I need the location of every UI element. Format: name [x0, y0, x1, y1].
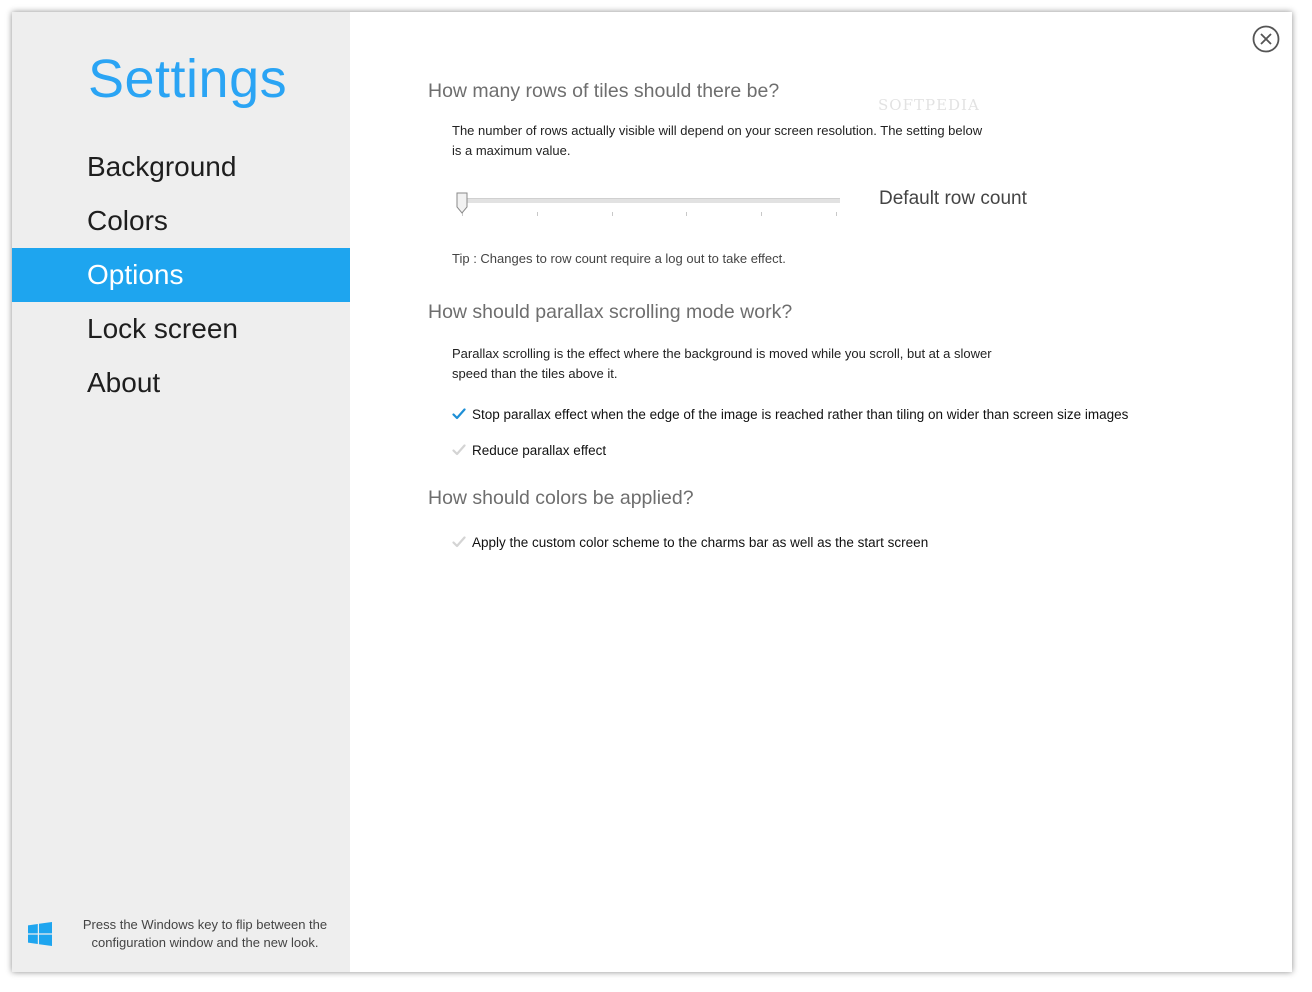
slider-tick	[686, 212, 687, 216]
row-count-label: Default row count	[879, 188, 1027, 209]
stop-parallax-label: Stop parallax effect when the edge of the image is reached rather than tiling on wider than screen size images	[472, 407, 1129, 422]
slider-tick	[537, 212, 538, 216]
footer-hint-line2: configuration window and the new look.	[91, 935, 319, 950]
parallax-description	[452, 344, 1052, 384]
parallax-heading: How should parallax scrolling mode work?	[428, 301, 793, 323]
slider-track	[458, 198, 840, 203]
options-panel	[428, 12, 1278, 972]
row-count-tip: Tip : Changes to row count require a log out to take effect.	[452, 251, 786, 266]
footer-hint-line1: Press the Windows key to flip between the	[82, 917, 328, 932]
slider-tick	[836, 212, 837, 216]
apply-charms-colors-label: Apply the custom color scheme to the charms bar as well as the start screen	[472, 535, 929, 550]
sidebar-item-options[interactable]: Options	[12, 248, 350, 302]
slider-tick	[612, 212, 613, 216]
rows-heading: How many rows of tiles should there be?	[428, 80, 780, 102]
check-icon	[452, 444, 466, 456]
slider-thumb[interactable]	[456, 192, 468, 214]
sidebar-item-about[interactable]: About	[87, 367, 161, 398]
sidebar-item-colors[interactable]: Colors	[87, 205, 168, 236]
watermark: SOFTPEDIA	[878, 96, 980, 114]
slider-tick	[761, 212, 762, 216]
parallax-description-line2: speed than the tiles above it.	[452, 366, 618, 381]
row-count-slider[interactable]	[458, 192, 840, 216]
rows-description	[452, 121, 1052, 161]
check-icon	[452, 408, 466, 420]
sidebar-item-lock-screen[interactable]: Lock screen	[87, 313, 238, 344]
parallax-description-line1: Parallax scrolling is the effect where the background is moved while you scroll, but at a slower	[452, 346, 992, 361]
reduce-parallax-label: Reduce parallax effect	[472, 443, 607, 458]
check-icon	[452, 536, 466, 548]
footer-hint	[62, 916, 348, 952]
windows-logo-icon	[28, 922, 52, 946]
app-title: Settings	[88, 49, 288, 109]
colors-heading: How should colors be applied?	[428, 487, 694, 509]
sidebar-footer	[28, 916, 338, 956]
sidebar-nav	[12, 140, 350, 410]
settings-window	[12, 12, 1292, 972]
sidebar	[12, 12, 350, 972]
sidebar-item-background[interactable]: Background	[87, 151, 237, 182]
rows-description-line1: The number of rows actually visible will depend on your screen resolution. The setting below	[452, 123, 983, 138]
rows-description-line2: is a maximum value.	[452, 143, 571, 158]
